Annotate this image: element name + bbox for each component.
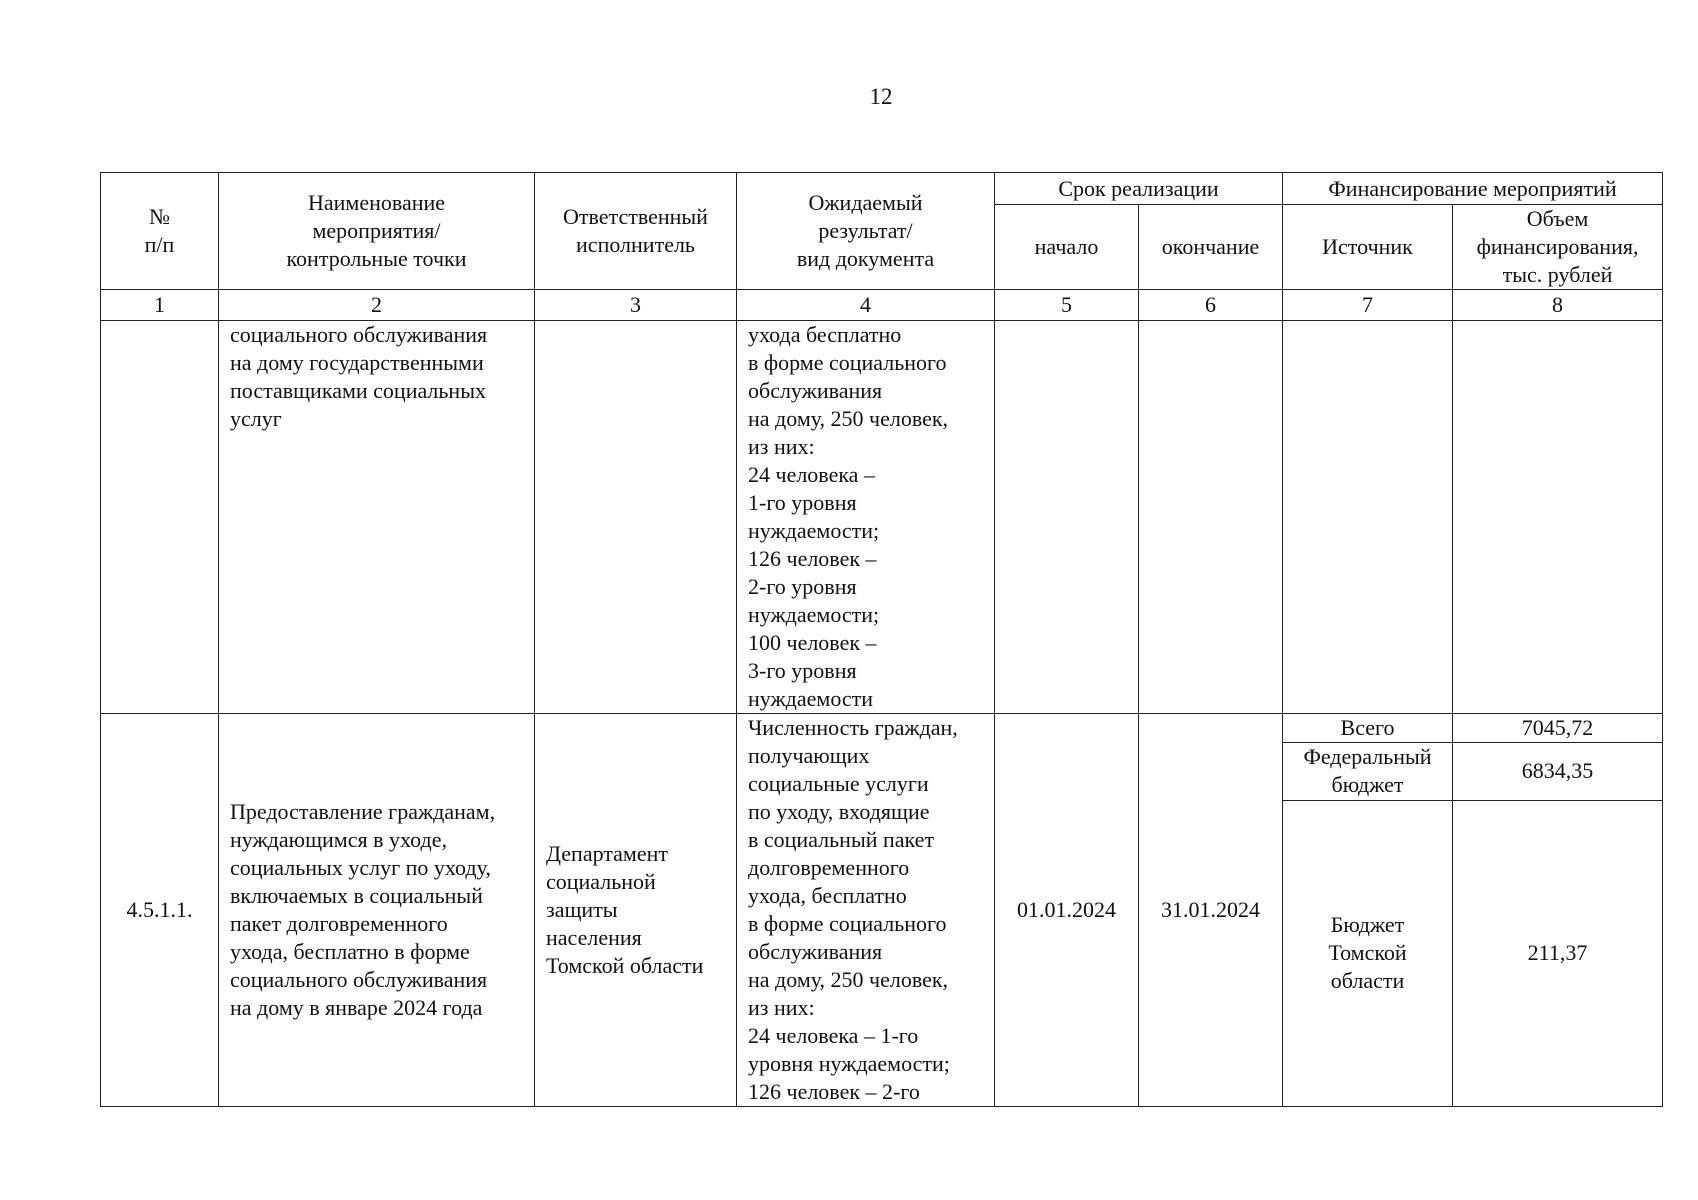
table-row: [101, 321, 1663, 714]
header-name: Наименование мероприятия/ контрольные точки: [219, 173, 535, 290]
column-number: 1: [101, 290, 219, 321]
header-num: № п/п: [101, 173, 219, 290]
row-end: [1139, 321, 1283, 714]
financing-amount-federal: 6834,35: [1453, 743, 1663, 800]
row-name: Предоставление гражданам, нуждающимся в уходе, социальных услуг по уходу, включаемых в социальный пакет долговременного ухода, бесплатно в форме социального обслуживания на дому в январе 2024 года: [219, 714, 535, 1107]
header-result: Ожидаемый результат/ вид документа: [737, 173, 995, 290]
row-start: 01.01.2024: [995, 714, 1139, 1107]
row-source: [1283, 321, 1453, 714]
header-executor: Ответственный исполнитель: [535, 173, 737, 290]
financing-source-regional: Бюджет Томской области: [1283, 800, 1453, 1106]
row-executor: [535, 321, 737, 714]
column-number: 7: [1283, 290, 1453, 321]
table-row: [101, 714, 1663, 743]
column-numbers-row: [101, 290, 1663, 321]
header-start: начало: [995, 205, 1139, 290]
row-start: [995, 321, 1139, 714]
header-end: окончание: [1139, 205, 1283, 290]
financing-amount-regional: 211,37: [1453, 800, 1663, 1106]
financing-source-total: Всего: [1283, 714, 1453, 743]
financing-amount-total: 7045,72: [1453, 714, 1663, 743]
column-number: 6: [1139, 290, 1283, 321]
row-amount: [1453, 321, 1663, 714]
row-end: 31.01.2024: [1139, 714, 1283, 1107]
activities-table: [100, 172, 1663, 1107]
header-volume: Объем финансирования, тыс. рублей: [1453, 205, 1663, 290]
header-source: Источник: [1283, 205, 1453, 290]
row-result: ухода бесплатно в форме социального обслуживания на дому, 250 человек, из них: 24 человека – 1-го уровня нуждаемости; 126 человек – 2-го уровня нуждаемости; 100 человек – 3-го уровня нуждаемости: [737, 321, 995, 714]
column-number: 5: [995, 290, 1139, 321]
financing-source-federal: Федеральный бюджет: [1283, 743, 1453, 800]
column-number: 8: [1453, 290, 1663, 321]
row-result: Численность граждан, получающих социальные услуги по уходу, входящие в социальный пакет долговременного ухода, бесплатно в форме социального обслуживания на дому, 250 человек, из них: 24 человека – 1-го уровня нуждаемости; 126 человек – 2-го: [737, 714, 995, 1107]
row-executor: Департамент социальной защиты населения Томской области: [535, 714, 737, 1107]
header-financing: Финансирование мероприятий: [1283, 173, 1663, 205]
column-number: 2: [219, 290, 535, 321]
column-number: 4: [737, 290, 995, 321]
page-number: 12: [869, 84, 893, 109]
column-number: 3: [535, 290, 737, 321]
header-period: Срок реализации: [995, 173, 1283, 205]
row-num: [101, 321, 219, 714]
row-name: социального обслуживания на дому государственными поставщиками социальных услуг: [219, 321, 535, 714]
row-num: 4.5.1.1.: [101, 714, 219, 1107]
